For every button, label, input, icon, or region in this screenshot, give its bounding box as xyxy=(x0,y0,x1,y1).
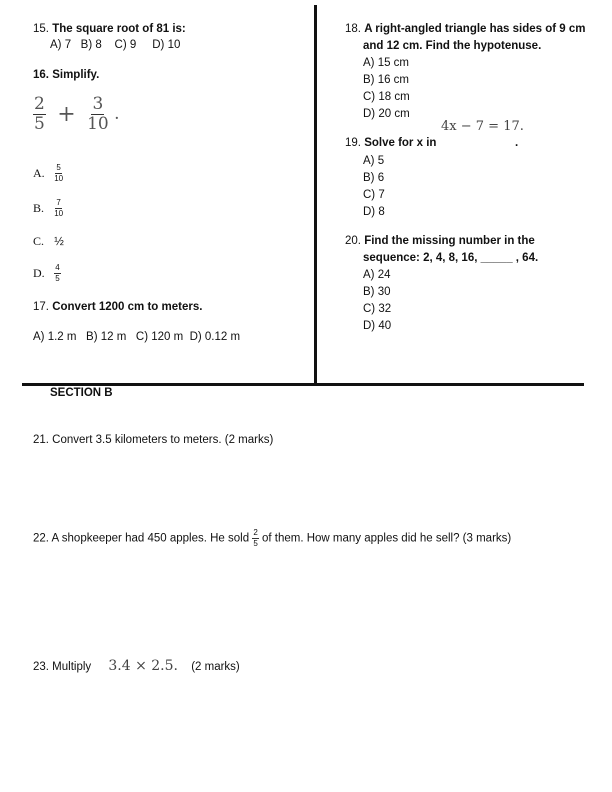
question-17 xyxy=(33,301,202,313)
question-23: 23. Multiply 3.4 × 2.5. (2 marks) xyxy=(33,658,240,674)
question-20 xyxy=(345,235,535,247)
fraction: $\frac{2}{5}$ xyxy=(253,528,258,548)
question-22: 22. A shopkeeper had 450 apples. He sold $\frac{2}{5}$ of them. How many apples did he sell? (3 marks) xyxy=(33,528,512,548)
option: B) 6 xyxy=(363,172,385,184)
fraction: $\frac{2}{5}$ xyxy=(34,94,45,134)
equation: 4x − 7 = 17. xyxy=(441,119,524,134)
question-number: 20. xyxy=(345,235,361,247)
question-16-expression: $\frac{2}{5}$ + $\frac{3}{10}$ . xyxy=(34,94,120,134)
question-text: Simplify. xyxy=(52,69,100,81)
question-16 xyxy=(33,69,99,81)
option: A) 15 cm xyxy=(363,57,410,69)
expression: 3.4 × 2.5. xyxy=(108,658,178,674)
option: C) 18 cm xyxy=(363,91,410,103)
trailing-period: . xyxy=(515,137,519,149)
question-15 xyxy=(33,23,186,35)
question-number: 15. xyxy=(33,23,49,35)
option: A) 5 xyxy=(363,155,385,167)
question-number: 18. xyxy=(345,23,361,35)
option: A) 24 xyxy=(363,269,391,281)
question-text: A right-angled triangle has sides of 9 cm xyxy=(364,23,586,35)
option: B) 30 xyxy=(363,286,391,298)
question-text: Solve for x in xyxy=(364,137,437,149)
question-number: 19. xyxy=(345,137,361,149)
option: C) 7 xyxy=(363,189,385,201)
question-text: The square root of 81 is: xyxy=(52,23,186,35)
option-b: B. $\frac{7}{10}$ xyxy=(33,198,64,218)
question-18-line2: and 12 cm. Find the hypotenuse. xyxy=(363,40,542,52)
question-20-line2: sequence: 2, 4, 8, 16, _____ , 64. xyxy=(363,252,539,264)
question-text: Find the missing number in the xyxy=(364,235,535,247)
option: D) 20 cm xyxy=(363,108,410,120)
option: D) 8 xyxy=(363,206,385,218)
column-divider xyxy=(314,5,317,385)
fraction: $\frac{3}{10}$ xyxy=(87,94,109,134)
question-number: 17. xyxy=(33,301,49,313)
section-divider xyxy=(22,383,584,386)
question-text: Convert 1200 cm to meters. xyxy=(52,301,203,313)
question-number: 16. xyxy=(33,69,49,81)
option: C) 32 xyxy=(363,303,392,315)
section-title: SECTION B xyxy=(50,387,113,399)
option: B) 16 cm xyxy=(363,74,410,86)
option-d: D. $\frac{4}{5}$ xyxy=(33,263,60,283)
question-17-options: A) 1.2 m B) 12 m C) 120 m D) 0.12 m xyxy=(33,331,241,343)
question-21: 21. Convert 3.5 kilometers to meters. (2 marks) xyxy=(33,434,274,446)
question-15-options: A) 7 B) 8 C) 9 D) 10 xyxy=(50,39,181,51)
question-18 xyxy=(345,23,586,35)
option-a: A. $\frac{5}{10}$ xyxy=(33,163,64,183)
option-c: C. ½ xyxy=(33,234,64,248)
option: D) 40 xyxy=(363,320,392,332)
question-19 xyxy=(345,137,436,149)
